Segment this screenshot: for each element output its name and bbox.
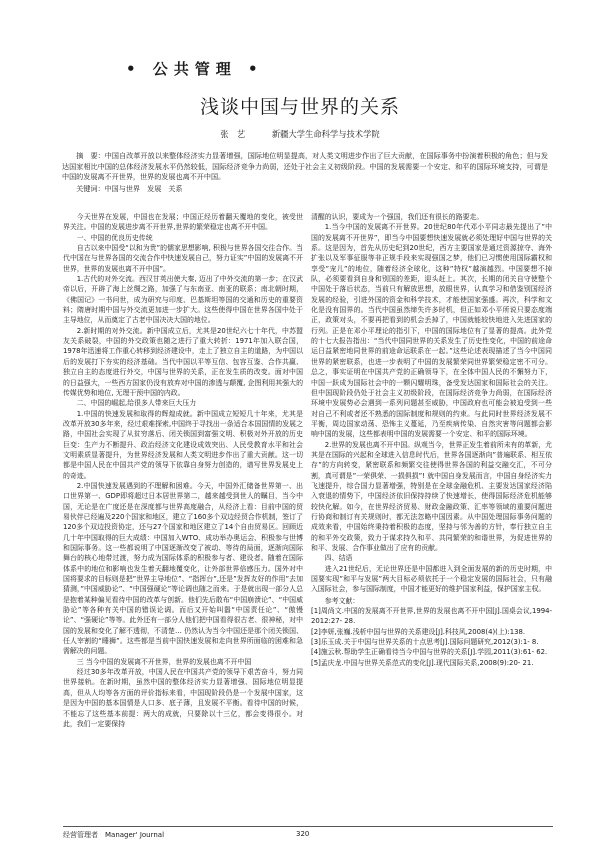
paragraph: 2.中国快速发展遇到的不理解和困难。今天，中国外汇储备世界第一、出口世界第一、GDP即将超过日本居世界第二，越来越受到世人的瞩目，当今中国，无论是在广度还是在深度都与世界高度融合，从经济上看：目前中国的贸易伙伴已经遍及220个国家和地区，建立了160多个双边经贸合作机制，签订了120多个双边投资协定，还与27个国家和地区建立了14个自由贸易区。回顾近几十年中国取得的巨大成绩：中国加入WTO、成功举办奥运会、积极参与世博和国际事务。这一些都说明了中国逐渐改变了被动、等待的局面，逐渐向国际舞台的核心地带过渡，努力成为国际体系的积极参与者、建设者。随着在国际体系中的地位和影响也发生着天翻地覆变化，让外部世界倍感压力。国外对中国将要求的目标则是把”世界主导地位”、“指挥台”,还是”发挥友好的作用”去加猜测，”中国威胁论”、“中国强硬论”等论调也随之而来。于是就出现一部分人总是抱着某种偏见看待中国的改革与创新。他们先后散布“中国崩溃论”、“中国威胁论”等各种有关中国的错误论调。而后又开始叫嚣“中国责任论”、“傲慢论”、“强硬论”等等。此外还有一部分人他们把中国看得很古老、很神秘，对中国的发展和变化了解不透彻，不清楚… 仍然认为当今中国还是那个闭关锁国、任人宰割的“睡狮”。这些都是当前中国快速发展和走向世界所面临的困难和急需解决的问题。 — [63, 481, 303, 656]
reference-item: [3]乐玉成.关于中国与世界关系的十点思考[J].国际问题研究,2012(3):1- 8. — [311, 638, 539, 647]
paragraph: 2.世界的发展也离不开中国。纵观当今，世界正发生着前所未有的革新，尤其是在国际的兴起和全球进入信息时代后，世界各国逐渐向”普遍联系、相互依存”的方向转变，紧密联系和频繁交往使得世界各国的利益交融交汇，不可分割，真可谓是”一荣俱荣、一损俱损”! 就中国自身发展而言，中国自身经济实力飞速提升，综合国力显著增强，特别是在全球金融危机、主要发达国家经济陷入衰退的情势下，中国经济依旧保持持续了快速增长，使得国际经济危机能够较快化解。如今，在世界经济贸易、财政金融政策、汇率等领域的重要问题进行协商和制订有关规则时，都无法忽略中国因素。从中国处理国际事务问题的成效来看，中国始终秉持着积极的态度，坚持与邻为善的方针，奉行独立自主的和平外交政策，致力于谋求持久和平、共同繁荣的和谐世界，为促进世界的和平、发展、合作事业做出了应有的贡献。 — [311, 440, 552, 552]
reference-item: [5]孟庆龙.中国与世界关系范式的变化[J].现代国际关系,2008(9):20- 21. — [311, 658, 534, 667]
page-footer — [63, 830, 553, 842]
reference-item: [1]周尚文.中国的发展离不开世界,世界的发展也离不开中国[J].国桌会议,1994- 2012:27- 28. — [311, 607, 552, 626]
author-name: 张 艺 — [220, 129, 246, 139]
author-affiliation: 新疆大学生命科学与技术学院 — [271, 129, 380, 139]
paragraph: 二、中国的崛起,给很多人带来巨大压力 — [76, 399, 197, 408]
paragraph: 1.中国的快速发展和取得的辉煌成就。新中国成立短短几十年来，尤其是改革开放30多年来，经过艰难探索,中国终于寻找出一条适合本国国情的发展之路，中国社会实现了从贫穷落后、闭关锁国到富强文明、积极对外开放的历史巨变：生产力不断提升、政治经济文化建设成效突出、人民受教育水平和社会文明素质显著提升，为世界经济发展和人类文明进步作出了重大贡献。这一切都是中国人民在中国共产党的领导下依靠自身努力创造的，谱写世界发展史上的奇迹。 — [63, 409, 303, 480]
abstract-text: 摘 要：中国自改革开放以来整体经济实力显著增强，国际地位明显提高，对人类文明进步作出了巨大贡献，在国际事务中扮演着积极的角色；但与发达国家相比中国的总体经济发展水平仍然较低，国际经济竞争力尚弱，还处于社会主义初级阶段。中国的发展需要一个安定、和平的国际环境支持，可谓是中国的发展离不开世界，世界的发展也离不开中国。 — [62, 151, 548, 182]
paragraph: 四、结语 — [324, 554, 353, 563]
paragraph: 自古以来中国受“以和为贵”的儒家思想影响, 积极与世界各国交往合作。当代中国在与世界各国的交流合作中快速发展自己，努力证实”中国的发展离不开世界，世界的发展也离不开中国”。 — [63, 244, 303, 273]
paragraph: 经过30多年改革开放，中国人民在中国共产党的领导下艰苦奋斗，努力同世界接轨。在新时期，虽然中国的整体经济实力显著增强、国际地位明显提高，但从人均等各方面的评价指标来看，中国现阶段仍是一个发展中国家，这是因为中国的基本国情是人口多、底子薄，且发展不平衡。看待中国的时候，不能忘了这些基本前提：两大的成就，只要除以十三亿，都会变得很小。对此，我们一定要保持 — [63, 668, 303, 728]
paragraph: 清醒的认识，要成为一个强国，我们还有很长的路要走。 — [311, 213, 484, 221]
journal-name: 经营管理者 Manager' Journal — [63, 831, 165, 839]
author-line — [0, 128, 600, 140]
abstract-block — [62, 151, 548, 194]
keywords: 关键词：中国与世界 发展 关系 — [76, 183, 183, 193]
reference-item: [2]李妍,张巍.浅析中国与世界的关系建设[J].科技风,2008(4)(上):138. — [311, 627, 526, 636]
paragraph: 进入21世纪后，无论世界还是中国都进入到全面发展的新的历史时期，中国要实现”和平与发展”两大目标必须依托于一个稳定发展的国际社会，只有融入国际社会，参与国际制度，中国才能更好的维护国家利益，保护国家主权。 — [311, 564, 552, 594]
paragraph: 2.新时期的对外交流。新中国成立后，尤其是20世纪六七十年代，中苏盟友关系破裂，中国的外交政策也随之进行了重大转折：1971年加入联合国，1978年迅速将工作重心转移到经济建设中，走上了独立自主的道路，为中国以后的发展打下夯实的经济基础。当代中国以平等互信、包容互鉴、合作共赢、独立自主的态度进行外交，中国与世界的关系，正在发生质的改变。面对中国的日益强大，一些西方国家仍没有放弃对中国的渗透与颠覆, 企图利用其强大的传媒优势和地位, 无理干预中国的内政。 — [63, 326, 303, 397]
paragraph: 今天世界在发展，中国也在发展；中国正经历着翻天覆地的变化，被受世界关注。中国的发展进步离不开世界,世界的繁荣稳定也离不开中国。 — [63, 213, 303, 232]
paragraph: 1.当今中国的发展离不开世界。20世纪80年代邓小平同志最先提出了”中国的发展离不开世界”，即当今中国要想快速发展就必须处理好中国与世界的关系。这是因为，首先从历史纪到20世纪，西方主要国家是通过资源掠夺、海外扩张以及军事征服等非正规手段来实现强国之梦，他们已习惯使用国际霸权和享受”宠儿”的地位，随着经济全球化，这种”特权”越演越烈。中国要想不掉队，必须要看到自身和别国的差距，迎头赶上。其次，长期的闭关自守使整个中国处于落后状态，当前只有解放思想，放眼世界，认真学习和借鉴别国经济发展的经验，引进外国的资金和科学技术，才能使国家强盛。再次，科学和文化是没有国界的。当代中国虽然缔失许多时机，但正如邓小平所说只要态度端正，政策对头，不要再把看到的机会丢掉了，中国就能较快地进入先进国家的行列。正是在邓小平理论的指引下，中国的国际地位有了显著的提高。此外党的十七大报告指出：“当代中国同世界的关系发生了历史性变化，中国的前途命运日益紧密地同世界的前途命运联系在一起。”这些论述表现描述了当今中国同世界的紧密联系，也进一步表明了中国的发展繁荣同世界繁荣稳定密不可分。总之，事实证明在中国共产党的正确领导下，在全体中国人民的不懈努力下，中国一跃成为国际社会中的一颗闪耀明珠，备受发达国家和国际社会的关注。但中国现阶段仍处于社会主义初级阶段，在国际经济竞争力尚弱，在国际经济环境中发展势必会遇到一系列问题甚至威胁，中国政府也可能会被迫受到一些对自己不利或者还不熟悉的国际制度和规则的约束。与此同时世界经济发展不平衡，周边国家动荡、恐怖主义蔓延，乃至疾病传染、自然灾害等问题都会影响中国的发展，这些都表明中国的发展需要一个安定、和平的国际环境。 — [311, 223, 552, 439]
paragraph: 一、中国的优良历史传统 — [76, 233, 153, 242]
right-column — [311, 212, 552, 824]
left-column — [63, 212, 303, 824]
paragraph: 三 当今中国的发展离不开世界，世界的发展也离不开中国 — [76, 657, 252, 666]
section-heading: • 公共管理 • — [126, 60, 264, 78]
paragraph: 1.古代的对外交流。西汉甘英出使大秦, 迈出了中外交流的第一步；在汉武帝以后，开辟了海上丝绸之路，加强了与东南亚、南亚的联系；南北朝时期，《佛国记》一书问世，成为研究与印度、巴基斯坦等国的交通和历史的重要资料；隋唐时期中国与外交流更加进一步扩大。这些使得中国在世界各国中处于主导地位，从而奠定了古老中国决决大国的地位。 — [63, 275, 303, 325]
page-number: 320 — [296, 830, 310, 838]
article-title: 浅谈中国与世界的关系 — [199, 96, 400, 118]
footer-rule — [63, 826, 553, 827]
paragraph: 参考文献： — [324, 596, 360, 605]
reference-item: [4]施云秋.帮助学生正确看待当今中国与世界的关系[J].学园,2011(3):61- 62. — [311, 648, 548, 657]
